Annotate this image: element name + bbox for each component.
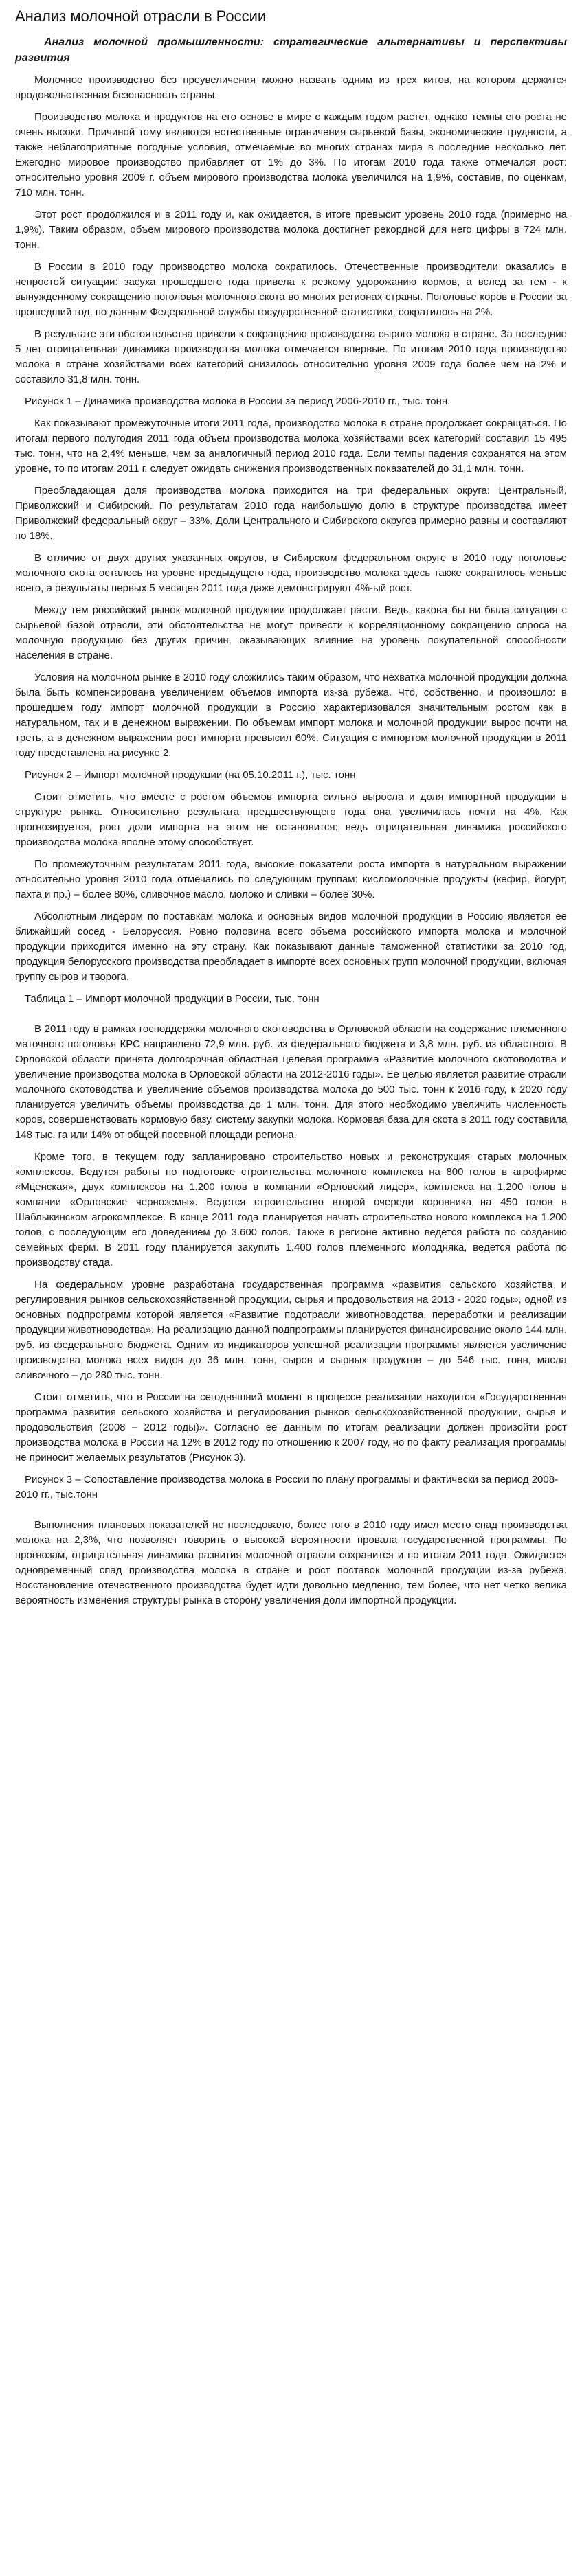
body-paragraph: В России в 2010 году производство молока сократилось. Отечественные производители оказались в непростой ситуации: засуха прошедшего года привела к резкому удорожанию кормов, а вслед за тем - к вынужденному сокращению поголовья молочного скота во многих регионах страны. Поголовье коров в России за прошедший год, по данным Федеральной службы государственной статистики, сократилось на 2%. (15, 261, 567, 318)
page-title: Анализ молочной отрасли в России (15, 8, 267, 25)
body-paragraph: Как показывают промежуточные итоги 2011 года, производство молока в стране продолжает сокращаться. По итогам первого полугодия 2011 года объем производства молока хозяйствами всех категорий составил 15 495 тыс. тонн, что на 2,4% меньше, чем за аналогичный период 2010 года. Если темпы падения сохранятся на этом уровне, то по итогам 2011 г. следует ожидать снижения производственных показателей до 31,1 млн. тонн. (15, 418, 567, 475)
body-paragraph: Стоит отметить, что в России на сегодняшний момент в процессе реализации находится «Государственная программа развития сельского хозяйства и регулирования рынков сельскохозяйственной продукции, сырья и продовольствия (2008 – 2012 годы)». Согласно ее данным по итогам реализации должен произойти рост производства молока в России на 12% в 2012 году по отношению к 2007 году, но по факту реализация программы не приносит желаемых результатов (Рисунок 3). (15, 1391, 567, 1463)
body-paragraph: Условия на молочном рынке в 2010 году сложились таким образом, что нехватка молочной продукции должна была быть компенсирована увеличением объемов импорта из-за рубежа. Что, собственно, и произошло: в прошедшем году импорт молочной продукции в Россию характеризовался значительным ростом как в натуральном, так и в денежном выражении. По объемам импорт молока и молочной продукции вырос почти на треть, а в денежном выражении рост импорта превысил 60%. Ситуация с импортом молочной продукции в 2011 году представлена на рисунке 2. (15, 672, 567, 759)
document-subtitle: Анализ молочной промышленности: стратегические альтернативы и перспективы развития (15, 36, 567, 64)
body-paragraph: В результате эти обстоятельства привели к сокращению производства сырого молока в стране. За последние 5 лет отрицательная динамика производства молока отмечается впервые. По итогам 2010 года производство молока в стране хозяйствами всех категорий снизилось относительно уровня 2009 года более чем на 2% и составило 31,8 млн. тонн. (15, 328, 567, 385)
body-paragraph: Стоит отметить, что вместе с ростом объемов импорта сильно выросла и доля импортной продукции в структуре рынка. Относительно результата предшествующего года она увеличилась почти на 4%. Как прогнозируется, рост доли импорта на этом не остановится: ведь отрицательная динамика российского производства молока вполне этому способствует. (15, 791, 567, 848)
figure-caption: Рисунок 1 – Динамика производства молока в России за период 2006-2010 гг., тыс. тонн. (25, 396, 451, 407)
body-paragraph: Преобладающая доля производства молока приходится на три федеральных округа: Центральный, Приволжский и Сибирский. По результатам 2010 года наибольшую долю в структуре производства имеет Приволжский федеральный округ – 33%. Доли Центрального и Сибирского округов примерно равны и составляют по 18%. (15, 485, 567, 542)
figure-caption: Рисунок 3 – Сопоставление производства молока в России по плану программы и фактически за период 2008-2010 гг., тыс.тонн (15, 1474, 559, 1501)
body-paragraph: Производство молока и продуктов на его основе в мире с каждым годом растет, однако темпы его роста не очень высоки. Причиной тому являются естественные ограничения сырьевой базы, экономические трудности, а также неблагоприятные погодные условия, отмечаемые во многих странах мира в последние несколько лет. Ежегодно мировое производство прибавляет от 1% до 3%. По итогам 2010 года также отмечался рост: относительно уровня 2009 г. объем мирового производства молока увеличился на 1,9%, составив, по оценкам, 710 млн. тонн. (15, 111, 567, 198)
body-paragraph: Кроме того, в текущем году запланировано строительство новых и реконструкция старых молочных комплексов. Ведутся работы по подготовке строительства молочного комплекса на 800 голов в агрофирме «Мценская», двух комплексов на 1.200 голов в компании «Орловский лидер», комплекса на 1.200 голов в компании «Орловские черноземы». Ведется строительство второй очереди коровника на 450 голов в Шаблыкинском агрокомплексе. В конце 2011 года планируется начать строительство нового комплекса на 1.200 голов, с последующим его доведением до 3.600 голов. Также в регионе активно ведется работа по созданию семейных ферм. В 2011 году планируется закупить 1.400 голов племенного молодняка, ведется работа по производству стада. (15, 1151, 567, 1268)
body-paragraph: Абсолютным лидером по поставкам молока и основных видов молочной продукции в Россию является ее ближайший сосед - Белоруссия. Ровно половина всего объема российского импорта молока и молочной продукции приходится именно на эту страну. Как показывают данные таможенной статистики за 2010 год, продукция белорусского производства преобладает в импорте всех основных групп молочной продукции, включая группу сыров и творога. (15, 911, 567, 983)
body-paragraph: Между тем российский рынок молочной продукции продолжает расти. Ведь, какова бы ни была ситуация с сырьевой базой отрасли, эти обстоятельства не могут привести к корреляционному сокращению спроса на молочную продукцию без других причин, оказывающих влияние на уровень покупательной способности населения в стране. (15, 604, 567, 661)
document-body (15, 73, 567, 1608)
body-paragraph: Выполнения плановых показателей не последовало, более того в 2010 году имел место спад производства молока на 2,3%, что позволяет говорить о высокой вероятности провала государственной программы. По прогнозам, отрицательная динамика развития молочной отрасли сохранится и по итогам 2011 года. Ожидается одновременный спад производства молока в стране и рост поставок молочной продукции из-за рубежа. Восстановление отечественного производства будет идти довольно медленно, тем более, что нет четко велика вероятность изменения структуры рынка в сторону увеличения доли импортной продукции. (15, 1519, 567, 1606)
body-paragraph: На федеральном уровне разработана государственная программа «развития сельского хозяйства и регулирования рынков сельскохозяйственной продукции, сырья и продовольствия на 2013 - 2020 годы», одной из основных подпрограмм которой является «Развитие подотрасли животноводства, переработки и реализации продукции животноводства». На реализацию данной подпрограммы планируется финансирование около 144 млн. руб. из федерального бюджета. Одним из индикаторов успешной реализации программы является увеличение производства молока всех видов до 36 млн. тонн, сыров и сырных продуктов – до 546 тыс. тонн, масла сливочного – до 280 тыс. тонн. (15, 1279, 567, 1381)
figure-caption: Таблица 1 – Импорт молочной продукции в России, тыс. тонн (25, 993, 320, 1005)
body-paragraph: Молочное производство без преувеличения можно назвать одним из трех китов, на котором держится продовольственная безопасность страны. (15, 74, 567, 101)
body-paragraph: В 2011 году в рамках господдержки молочного скотоводства в Орловской области на содержание племенного маточного поголовья КРС направлено 72,9 млн. руб. из федерального бюджета и 3,8 млн. руб. из областного. В Орловской области принята долгосрочная областная целевая программа «Развитие молочного скотоводства и увеличение производства молока в Орловской области на 2012-2016 годы». Ее целью является развитие отрасли молочного скотоводства и увеличение объемов производства молока до 500 тыс. тонн к 2016 году, к 2020 году планируется увеличить объемы производства до 1 млн. тонн. Для этого необходимо увеличить численность коров, совершенствовать кормовую базу, систему закупки молока. Кормовая база для скота в 2011 году составила 148 тыс. га или 14% от общей посевной площади региона. (15, 1023, 567, 1141)
figure-caption: Рисунок 2 – Импорт молочной продукции (на 05.10.2011 г.), тыс. тонн (25, 769, 356, 781)
body-paragraph: По промежуточным результатам 2011 года, высокие показатели роста импорта в натуральном выражении относительно уровня 2010 года отмечались по следующим группам: кисломолочные продукты (кефир, йогурт, пахта и пр.) – более 80%, сливочное масло, молоко и сливки – более 30%. (15, 858, 567, 900)
body-paragraph: Этот рост продолжился и в 2011 году и, как ожидается, в итоге превысит уровень 2010 года (примерно на 1,9%). Таким образом, объем мирового производства молока достигнет рекордной для него цифры в 724 млн. тонн. (15, 209, 567, 251)
body-paragraph: В отличие от двух других указанных округов, в Сибирском федеральном округе в 2010 году поголовье молочного скота осталось на уровне предыдущего года, производство молока здесь также сократилось меньше всего, а результаты первых 5 месяцев 2011 года даже демонстрируют 4%-ый рост. (15, 552, 567, 594)
